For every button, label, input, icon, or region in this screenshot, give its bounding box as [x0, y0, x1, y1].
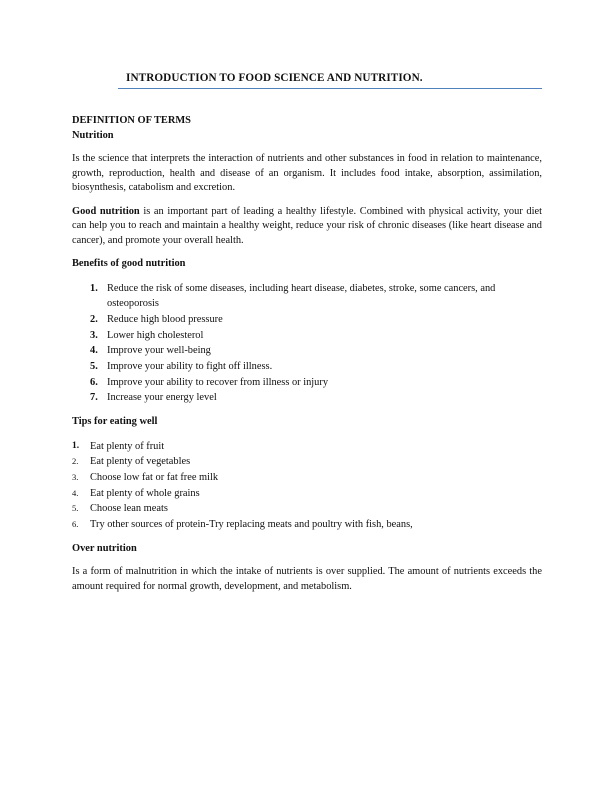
list-item: 5. Choose lean meats	[72, 503, 168, 515]
list-item: 3. Choose low fat or fat free milk	[72, 472, 219, 484]
list-item: 1. Reduce the risk of some diseases, including heart disease, diabetes, stroke, some cancers, and osteoporosis	[90, 282, 496, 310]
over-nutrition-definition: Is a form of malnutrition in which the intake of nutrients is over supplied. The amount of nutrients exceeds the amount required for normal growth, development, and metabolism.	[72, 566, 542, 592]
list-item: 4. Eat plenty of whole grains	[72, 487, 200, 499]
benefits-heading: Benefits of good nutrition	[72, 258, 186, 269]
benefits-list	[72, 281, 542, 407]
list-item: 7. Increase your energy level	[90, 392, 217, 404]
tips-list	[72, 439, 542, 533]
good-nutrition-text: is an important part of leading a healthy lifestyle. Combined with physical activity, your diet can help you to reach and maintain a healthy weight, reduce your risk of chronic diseases (like heart disease and cancer), and promote your overall health.	[72, 205, 542, 246]
list-item: 6. Improve your ability to recover from illness or injury	[90, 376, 329, 388]
over-nutrition-heading: Over nutrition	[72, 542, 137, 554]
term-heading-nutrition: Nutrition	[72, 129, 114, 141]
document-body	[72, 114, 542, 594]
nutrition-definition: Is the science that interprets the interaction of nutrients and other substances in food in relation to maintenance, growth, reproduction, health and disease of an organism. It includes food intake, absorption, assimilation, biosynthesis, catabolism and excretion.	[72, 153, 542, 193]
list-item: 1. Eat plenty of fruit	[72, 440, 165, 452]
page-title: INTRODUCTION TO FOOD SCIENCE AND NUTRITION.	[126, 72, 423, 84]
good-nutrition-paragraph	[72, 205, 542, 249]
list-item: 2. Reduce high blood pressure	[90, 313, 223, 325]
title-block	[118, 72, 542, 89]
good-nutrition-lead: Good nutrition	[72, 205, 140, 217]
list-item: 2. Eat plenty of vegetables	[72, 456, 191, 468]
list-item: 3. Lower high cholesterol	[90, 329, 204, 341]
list-item: 6. Try other sources of protein-Try replacing meats and poultry with fish, beans,	[72, 519, 413, 531]
tips-heading: Tips for eating well	[72, 416, 158, 428]
list-item: 4. Improve your well-being	[90, 345, 211, 357]
section-heading-definitions: DEFINITION OF TERMS	[72, 115, 191, 126]
list-item: 5. Improve your ability to fight off illness.	[90, 361, 273, 373]
